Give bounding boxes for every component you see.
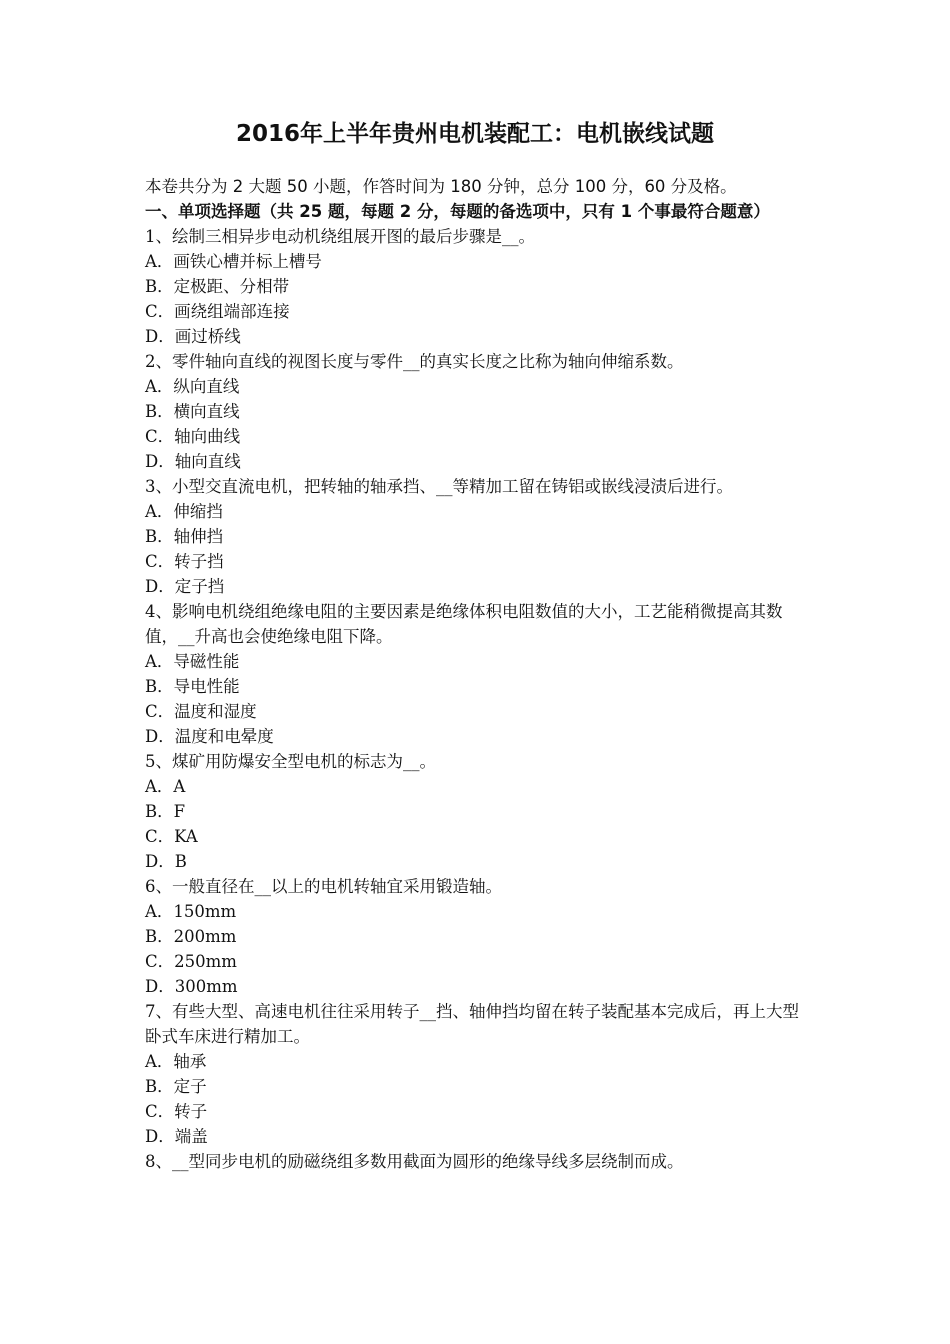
answer-option: A．画铁心槽并标上槽号 xyxy=(145,252,322,271)
question-text: 1、绘制三相异步电动机绕组展开图的最后步骤是__。 xyxy=(145,227,535,246)
exam-intro: 本卷共分为 2 大题 50 小题，作答时间为 180 分钟，总分 100 分，60 分及格。 xyxy=(145,177,737,196)
answer-option: A．纵向直线 xyxy=(145,377,240,396)
answer-option: D．画过桥线 xyxy=(145,327,241,346)
question-text: 7、有些大型、高速电机往往采用转子__挡、轴伸挡均留在转子装配基本完成后，再上大型卧式车床进行精加工。 xyxy=(145,1002,799,1046)
answer-option: D．端盖 xyxy=(145,1127,208,1146)
answer-option: A．150mm xyxy=(145,902,237,921)
question-text: 8、__型同步电机的励磁绕组多数用截面为圆形的绝缘导线多层绕制而成。 xyxy=(145,1152,684,1171)
question-item xyxy=(145,599,810,749)
question-item xyxy=(145,474,810,599)
answer-option: D．300mm xyxy=(145,977,238,996)
answer-option: C．KA xyxy=(145,827,198,846)
answer-option: C．温度和湿度 xyxy=(145,702,257,721)
question-item xyxy=(145,224,810,349)
answer-option: A．伸缩挡 xyxy=(145,502,223,521)
answer-option: D．B xyxy=(145,852,187,871)
answer-option: C．250mm xyxy=(145,952,237,971)
section-heading: 一、单项选择题（共 25 题，每题 2 分，每题的备选项中，只有 1 个事最符合题意） xyxy=(145,202,770,221)
question-item xyxy=(145,874,810,999)
question-text: 2、零件轴向直线的视图长度与零件__的真实长度之比称为轴向伸缩系数。 xyxy=(145,352,684,371)
answer-option: C．轴向曲线 xyxy=(145,427,241,446)
answer-option: D．温度和电晕度 xyxy=(145,727,274,746)
answer-option: B．定子 xyxy=(145,1077,207,1096)
answer-option: D．定子挡 xyxy=(145,577,225,596)
question-text: 3、小型交直流电机，把转轴的轴承挡、__等精加工留在铸铝或嵌线浸渍后进行。 xyxy=(145,477,733,496)
question-item xyxy=(145,349,810,474)
answer-option: C．画绕组端部连接 xyxy=(145,302,290,321)
answer-option: D．轴向直线 xyxy=(145,452,241,471)
answer-option: B．200mm xyxy=(145,927,237,946)
question-item xyxy=(145,1149,810,1174)
question-item xyxy=(145,749,810,874)
question-item xyxy=(145,999,810,1149)
answer-option: A．轴承 xyxy=(145,1052,207,1071)
answer-option: B．轴伸挡 xyxy=(145,527,224,546)
page-title: 2016年上半年贵州电机装配工：电机嵌线试题 xyxy=(235,121,714,147)
answer-option: B．定极距、分相带 xyxy=(145,277,290,296)
answer-option: C．转子挡 xyxy=(145,552,224,571)
answer-option: B．横向直线 xyxy=(145,402,240,421)
answer-option: C．转子 xyxy=(145,1102,208,1121)
question-text: 6、一般直径在__以上的电机转轴宜采用锻造轴。 xyxy=(145,877,502,896)
question-text: 5、煤矿用防爆安全型电机的标志为__。 xyxy=(145,752,436,771)
answer-option: A．A xyxy=(145,777,186,796)
answer-option: B．F xyxy=(145,802,186,821)
answer-option: B．导电性能 xyxy=(145,677,240,696)
answer-option: A．导磁性能 xyxy=(145,652,240,671)
document-body xyxy=(145,174,810,1174)
question-text: 4、影响电机绕组绝缘电阻的主要因素是绝缘体积电阻数值的大小，工艺能稍微提高其数值，__升高也会使绝缘电阻下降。 xyxy=(145,602,783,646)
